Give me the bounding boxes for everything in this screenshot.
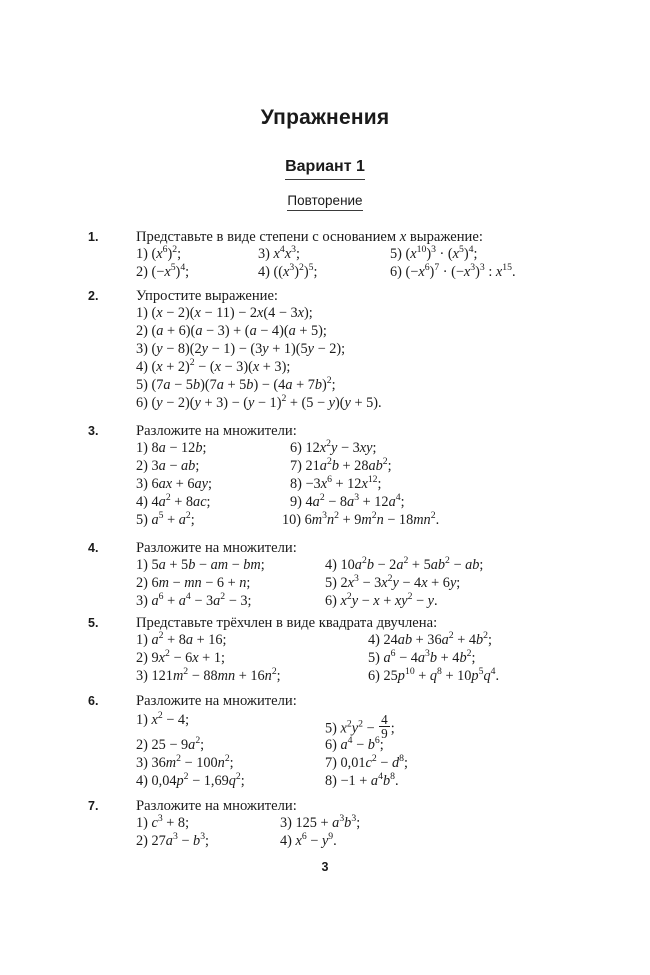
- exercise-prompt: Представьте в виде степени с основанием x выражение:: [136, 229, 483, 245]
- list-item: 6) $12x^2y - 3xy$;: [290, 438, 377, 456]
- list-item: 1) (x − 2)(x − 11) − 2x(4 − 3x);: [136, 305, 313, 321]
- list-item: 4) $4a^2 + 8ac$;: [136, 492, 211, 510]
- list-item: 6) $a^4 - b^6$;: [325, 735, 384, 753]
- list-item: 6) $(-x^6)^7 \cdot (-x^3)^3$ : $x^{15}$.: [390, 262, 516, 280]
- list-item: 5) $x^2y^2$ − $\frac{4}{9}$ ;: [325, 712, 395, 742]
- list-item: 3) $x^4x^3$;: [258, 244, 300, 262]
- list-item: 4) $24ab + 36a^2 + 4b^2$;: [368, 630, 492, 648]
- exercise-number: 1.: [88, 230, 99, 244]
- list-item: 3) $a^6 + a^4 - 3a^2 - 3$;: [136, 591, 252, 609]
- page-title: Упражнения: [260, 106, 390, 129]
- list-item: 1) $x^2 - 4$;: [136, 710, 190, 728]
- list-item: 5) $a^5 + a^2$;: [136, 510, 195, 528]
- exercise-prompt: Разложите на множители:: [136, 693, 297, 709]
- exercise-number: 7.: [88, 799, 99, 813]
- exercise-number: 6.: [88, 694, 99, 708]
- variant-heading: Вариант 1: [285, 158, 365, 180]
- fraction-four-ninths: $\frac{4}{9}$: [381, 712, 388, 742]
- list-item: 6) $x^2y - x + xy^2 - y$.: [325, 591, 438, 609]
- list-item: 7) $21a^2b + 28ab^2$;: [290, 456, 392, 474]
- list-item: 9) $4a^2 - 8a^3 + 12a^4$;: [290, 492, 405, 510]
- list-item: 6) $25p^{10} + q^8 + 10p^5q^4$.: [368, 666, 500, 684]
- list-item: 3) $121m^2 - 88mn + 16n^2$;: [136, 666, 281, 684]
- list-item: 4) $10a^2b - 2a^2 + 5ab^2$ − ab;: [325, 555, 484, 573]
- list-item: 2) $27a^3 - b^3$;: [136, 831, 210, 849]
- list-item: 4) $(x + 2)^2 - (x - 3)(x + 3)$;: [136, 357, 291, 375]
- list-item: 4) $0,04p^2 - 1,69q^2$;: [136, 771, 245, 789]
- exercise-number: 4.: [88, 541, 99, 555]
- list-item: 4) $((x^3)^2)^5$;: [258, 262, 318, 280]
- list-item: 1) 8a − 12b;: [136, 440, 207, 456]
- section-heading-wrap: [0, 192, 650, 211]
- exercise-number: 5.: [88, 616, 99, 630]
- list-item: 2) $9x^2 - 6x + 1$;: [136, 648, 225, 666]
- list-item: 7) $0,01c^2 - d^8$;: [325, 753, 408, 771]
- list-item: 6) $(y - 2)(y + 3) - (y - 1)^2 + (5 - y)(y + 5)$.: [136, 393, 382, 411]
- list-item: $8) -1 + a^4b^8$.: [325, 771, 399, 789]
- exercise-number: 2.: [88, 289, 99, 303]
- exercise-prompt: Разложите на множители:: [136, 540, 297, 556]
- list-item: 3) (y − 8)(2y − 1) − (3y + 1)(5y − 2);: [136, 341, 346, 357]
- exercise-prompt: Разложите на множители:: [136, 798, 297, 814]
- section-heading: Повторение: [287, 193, 362, 211]
- list-item: 5) $a^6 - 4a^3b + 4b^2$;: [368, 648, 476, 666]
- variant-heading-wrap: [0, 158, 650, 180]
- list-item: 5) $(x^{10})^3 \cdot (x^5)^4$;: [390, 244, 478, 262]
- list-item: 3) $36m^2 - 100n^2$;: [136, 753, 234, 771]
- list-item: 4) $x^6 - y^9$.: [280, 831, 337, 849]
- list-item: 1) $c^3 + 8$;: [136, 813, 190, 831]
- list-item: 2) 6m − mn − 6 + n;: [136, 575, 251, 591]
- list-item: 10) $6m^3n^2 + 9m^2n - 18mn^2$.: [282, 510, 440, 528]
- list-item: 1) $(x^6)^2$;: [136, 244, 182, 262]
- list-item: 1) 5a + 5b − am − bm;: [136, 557, 265, 573]
- page-number: 3: [321, 860, 329, 874]
- list-item: 2) $(-x^5)^4$;: [136, 262, 190, 280]
- list-item: 2) (a + 6)(a − 3) + (a − 4)(a + 5);: [136, 323, 327, 339]
- list-item: 3) 6ax + 6ay;: [136, 476, 213, 492]
- exercise-prompt: Упростите выражение:: [136, 288, 278, 304]
- list-item: 5) $2x^3 - 3x^2y - 4x + 6y$;: [325, 573, 461, 591]
- list-item: $8) -3x^6 + 12x^{12}$;: [290, 474, 382, 492]
- list-item: 2) 3a − ab;: [136, 458, 200, 474]
- list-item: 3) $125 + a^3b^3$;: [280, 813, 361, 831]
- exercise-prompt: Разложите на множители:: [136, 423, 297, 439]
- list-item: 1) $a^2 + 8a + 16$;: [136, 630, 227, 648]
- exercise-prompt: Представьте трёхчлен в виде квадрата двучлена:: [136, 615, 438, 631]
- list-item: 5) $(7a - 5b)(7a + 5b) - (4a + 7b)^2$;: [136, 375, 336, 393]
- exercise-number: 3.: [88, 424, 99, 438]
- list-item: 2) $25 - 9a^2$;: [136, 735, 205, 753]
